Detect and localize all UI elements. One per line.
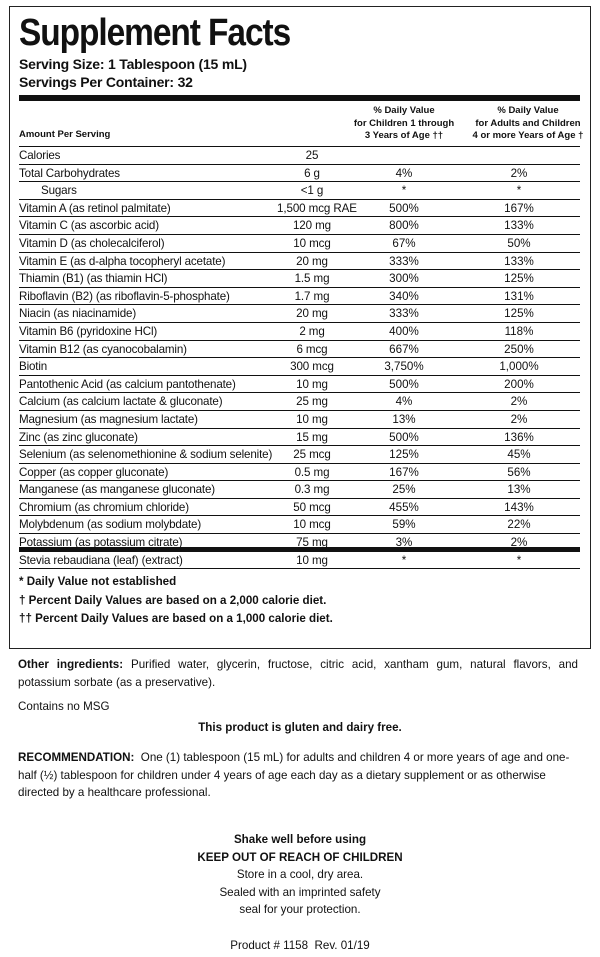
nutrient-name: Magnesium (as magnesium lactate) [19,412,198,426]
nutrient-name: Molybdenum (as sodium molybdate) [19,518,202,532]
recommendation [18,749,578,802]
dv-adults-header: % Daily Value for Adults and Children 4 or more Years of Age † [472,105,584,141]
dv-adults-value: 50% [507,236,531,250]
nutrient-amount: 25 mcg [293,448,331,462]
nutrient-amount: 6 g [304,166,320,180]
recommendation-label: RECOMMENDATION: [18,751,135,764]
table-row [19,358,580,376]
table-row [19,429,580,447]
nutrient-amount: 25 mg [296,395,328,409]
nutrient-amount: 75 mg [296,536,328,550]
dv-children-value: 455% [389,500,419,514]
nutrient-amount: 10 mg [296,553,328,567]
table-row [19,464,580,482]
table-row [19,481,580,499]
nutrient-amount: 6 mcg [296,342,328,356]
nutrient-name: Vitamin B6 (pyridoxine HCl) [19,324,158,338]
dv-children-value: 800% [389,219,419,233]
other-ingredients-text: Purified water, glycerin, fructose, citric acid, xantham gum, natural flavors, and potassium sorbate (as a preservative). [18,658,578,689]
dv-adults-value: 143% [504,500,534,514]
dv-children-value: 333% [389,307,419,321]
table-row [19,341,580,359]
keep-out-of-reach-warning: KEEP OUT OF REACH OF CHILDREN [197,850,403,864]
nutrient-amount: 10 mcg [293,236,331,250]
table-row [19,147,580,165]
supplement-facts-panel [9,6,591,649]
dv-adults-value: 200% [504,377,534,391]
table-row [19,376,580,394]
dv-adults-value: 131% [504,289,534,303]
dv-children-value: 167% [389,465,419,479]
nutrient-amount: 1,500 mcg RAE [277,201,357,215]
nutrient-name: Biotin [19,360,48,374]
amount-per-serving-label: Amount Per Serving [19,129,111,140]
dv-children-value: 340% [389,289,419,303]
dv-children-value: 400% [389,324,419,338]
dv-children-value: 4% [395,166,413,180]
nutrient-amount: 10 mcg [293,518,331,532]
nutrient-name: Chromium (as chromium chloride) [19,500,189,514]
table-row [19,217,580,235]
dv-children-value: 667% [389,342,419,356]
dv-children-value: * [401,184,407,198]
dv-children-value: 67% [392,236,416,250]
table-row [19,235,580,253]
sealed-text-line1: Sealed with an imprinted safety [219,885,381,899]
nutrient-name: Calories [19,149,61,162]
other-ingredients-label: Other ingredients: [18,658,124,671]
table-row [19,411,580,429]
nutrient-name: Copper (as copper gluconate) [19,465,169,479]
dv-adults-value: * [516,553,522,567]
nutrient-name: Stevia rebaudiana (leaf) (extract) [19,553,183,567]
dv-children-value: 3% [395,536,413,550]
table-row [19,499,580,517]
dv-adults-value: 2% [510,412,528,426]
nutrient-amount: 1.7 mg [294,289,330,303]
table-row [19,182,580,200]
dv-children-value: 125% [389,448,419,462]
column-header [19,101,584,147]
nutrient-name: Manganese (as manganese gluconate) [19,483,215,497]
dv-children-value: 4% [395,395,413,409]
nutrient-amount: 20 mg [296,254,328,268]
nutrient-name: Zinc (as zinc gluconate) [19,430,138,444]
nutrient-name: Sugars [41,184,77,198]
dv-adults-value: 13% [507,483,531,497]
dv-children-value: 300% [389,272,419,286]
table-row [19,165,580,183]
nutrient-name: Total Carbohydrates [19,166,120,180]
dv-adults-value: 133% [504,219,534,233]
nutrient-name: Niacin (as niacinamide) [19,307,137,321]
dv-adults-value: 2% [510,536,528,550]
nutrient-name: Pantothenic Acid (as calcium pantothenate) [19,377,236,391]
dv-adults-value: 136% [504,430,534,444]
dv-children-value: 333% [389,254,419,268]
storage-instructions [0,831,600,919]
dv-adults-value: 133% [504,254,534,268]
table-row [19,552,580,570]
nutrient-name: Potassium (as potassium citrate) [19,536,183,550]
gluten-dairy-free-statement: This product is gluten and dairy free. [198,721,402,734]
dv-children-value: 13% [392,412,416,426]
contains-no-msg: Contains no MSG [18,700,110,713]
serving-size: Serving Size: 1 Tablespoon (15 mL) [19,56,247,72]
dv-adults-value: 22% [507,518,531,532]
table-row [19,270,580,288]
table-row [19,253,580,271]
table-row [19,200,580,218]
dv-adults-value: 118% [504,324,534,338]
store-cool-dry-text: Store in a cool, dry area. [236,868,364,881]
dv-adults-value: 167% [504,201,534,215]
nutrient-amount: 50 mcg [293,500,331,514]
footnote-dv-not-established: * Daily Value not established [19,575,177,589]
dv-children-value: 500% [389,430,419,444]
dv-adults-value: 125% [504,307,534,321]
supplement-facts-title: Supplement Facts [19,12,291,54]
nutrient-table [19,147,580,569]
nutrient-amount: 120 mg [292,219,332,233]
dv-children-value: 500% [389,201,419,215]
dv-children-header: % Daily Value for Children 1 through 3 Years of Age †† [353,105,455,141]
table-row [19,393,580,411]
table-row [19,305,580,323]
table-row [19,288,580,306]
table-row [19,516,580,534]
nutrient-amount: 10 mg [296,412,328,426]
nutrient-name: Vitamin C (as ascorbic acid) [19,219,159,233]
dv-children-value: 59% [392,518,416,532]
table-row [19,446,580,464]
table-row [19,534,580,552]
servings-per-container: Servings Per Container: 32 [19,74,193,90]
dv-children-value: * [401,553,407,567]
nutrient-amount: <1 g [300,184,324,198]
dv-children-value: 25% [392,483,416,497]
nutrient-name: Selenium (as selenomethionine & sodium selenite) [19,448,273,462]
table-row [19,323,580,341]
dv-adults-value: 250% [504,342,534,356]
nutrient-name: Vitamin B12 (as cyanocobalamin) [19,342,187,356]
recommendation-text: One (1) tablespoon (15 mL) for adults and children 4 or more years of age and one-half (½) tablespoon for children under 4 years of age each day as a dietary supplement or as otherwise directed by a healthcare professional. [18,751,570,799]
nutrient-name: Riboflavin (B2) (as riboflavin-5-phosphate) [19,289,230,303]
dv-adults-value: 2% [510,166,528,180]
nutrient-amount: 0.3 mg [294,483,330,497]
footnote-2000-calorie: † Percent Daily Values are based on a 2,000 calorie diet. [19,593,327,607]
dv-adults-value: 1,000% [499,360,539,374]
sealed-text-line2: seal for your protection. [239,903,361,916]
dv-adults-value: 125% [504,272,534,286]
other-ingredients [18,656,578,691]
nutrient-amount: 300 mcg [290,360,334,374]
dv-adults-value: * [516,184,522,198]
dv-adults-value: 2% [510,395,528,409]
nutrient-amount: 20 mg [296,307,328,321]
dv-adults-value: 56% [507,465,531,479]
nutrient-name: Vitamin A (as retinol palmitate) [19,201,171,215]
dv-children-value: 500% [389,377,419,391]
dv-adults-value: 45% [507,448,531,462]
nutrient-name: Calcium (as calcium lactate & gluconate) [19,395,223,409]
footnote-1000-calorie: †† Percent Daily Values are based on a 1,000 calorie diet. [19,612,333,626]
product-code: Product # 1158 Rev. 01/19 [230,939,370,952]
nutrient-name: Vitamin E (as d-alpha tocopheryl acetate) [19,254,226,268]
nutrient-amount: 1.5 mg [294,272,330,286]
nutrient-amount: 25 [305,149,319,162]
nutrient-amount: 10 mg [296,377,328,391]
shake-well-text: Shake well before using [233,833,367,846]
nutrient-amount: 0.5 mg [294,465,330,479]
nutrient-amount: 2 mg [299,324,325,338]
nutrient-name: Vitamin D (as cholecalciferol) [19,236,165,250]
nutrient-amount: 15 mg [296,430,328,444]
dv-children-value: 3,750% [384,360,424,374]
nutrient-name: Thiamin (B1) (as thiamin HCl) [19,272,168,286]
